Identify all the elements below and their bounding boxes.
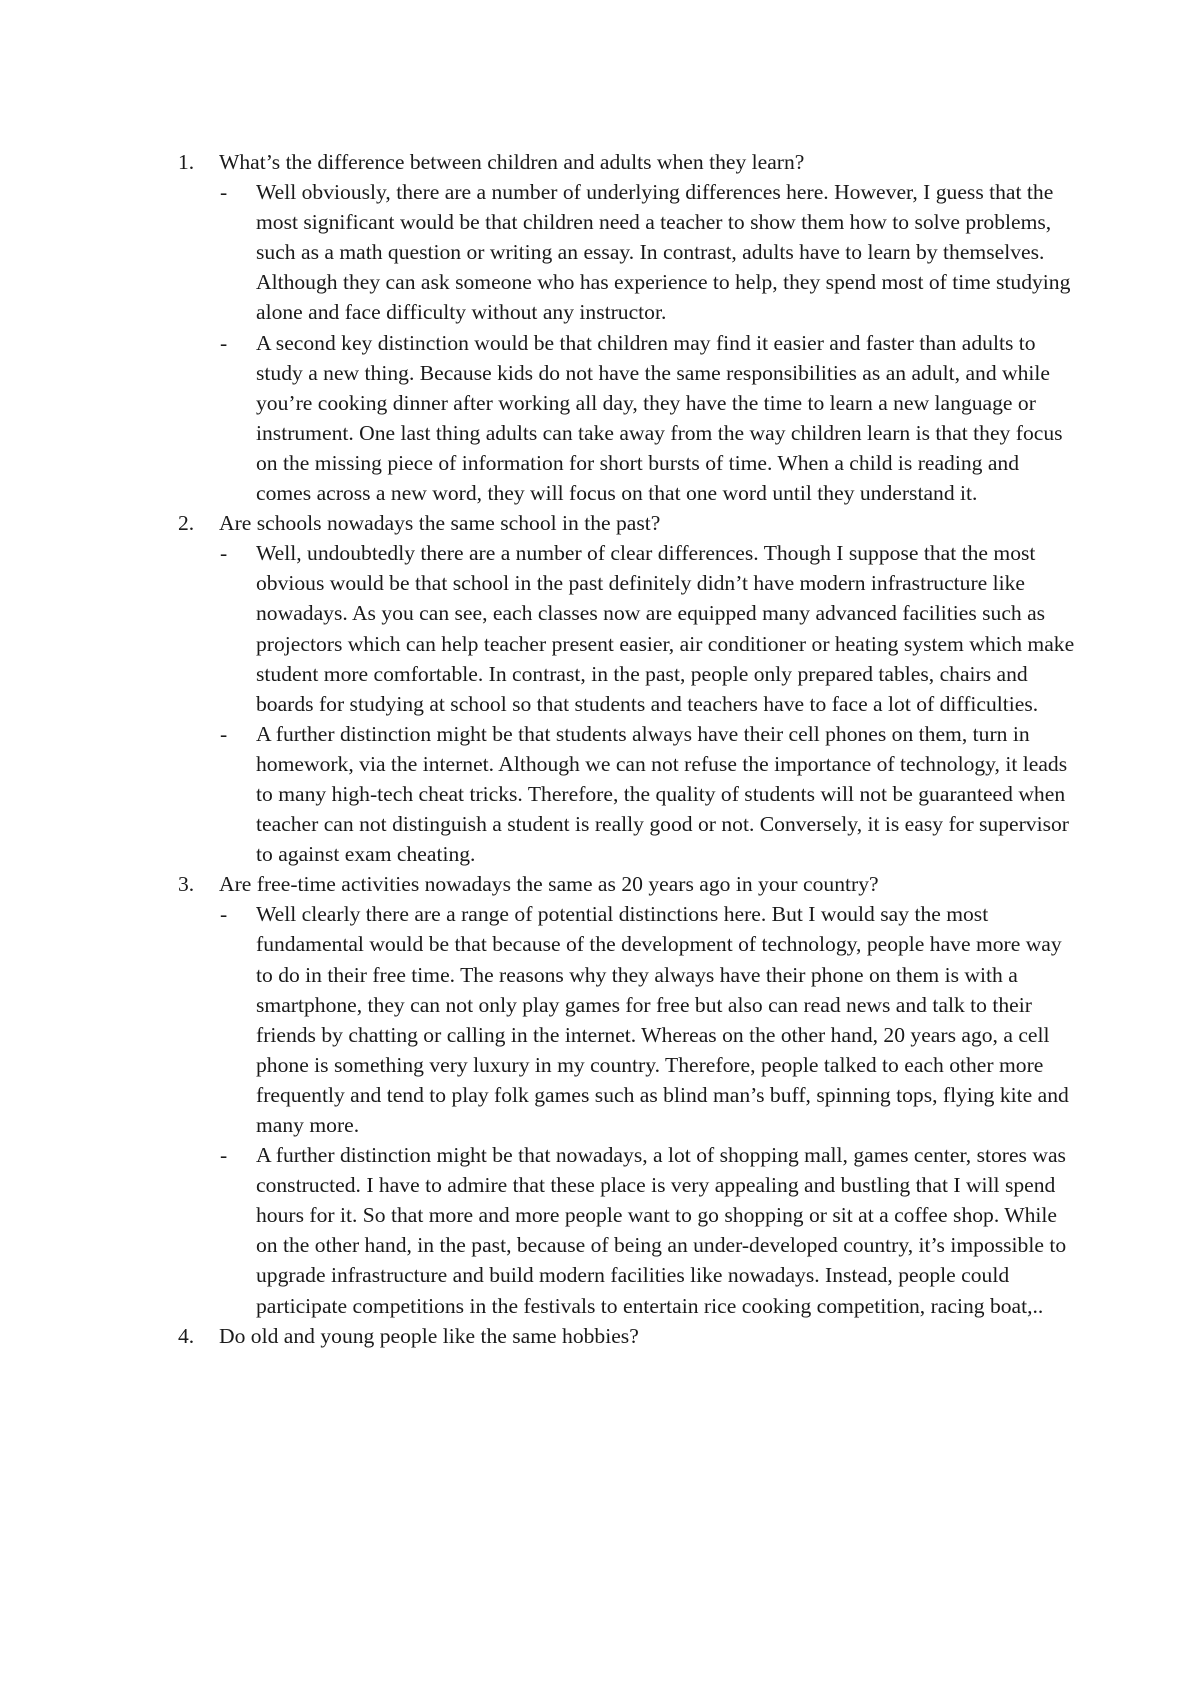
answer-item <box>220 328 1078 509</box>
answer-text: Well clearly there are a range of potential distinctions here. But I would say the most fundamental would be that because of the development of technology, people have more way to do in their free time. The reasons why they always have their phone on them is with a smartphone, they can not only play games for free but also can read news and talk to their friends by chatting or calling in the internet. Whereas on the other hand, 20 years ago, a cell phone is something very luxury in my country. Therefore, people talked to each other more frequently and tend to play folk games such as blind man’s buff, spinning tops, flying kite and many more. <box>256 902 1069 1137</box>
dash-bullet: - <box>220 330 228 355</box>
question-text: Are free-time activities nowadays the same as 20 years ago in your country? <box>219 872 879 897</box>
answer-text: Well, undoubtedly there are a number of clear differences. Though I suppose that the most obvious would be that school in the past definitely didn’t have modern infrastructure like nowadays. As you can see, each classes now are equipped many advanced facilities such as projectors which can help teacher present easier, air conditioner or heating system which make student more comfortable. In contrast, in the past, people only prepared tables, chairs and boards for studying at school so that students and teachers have to face a lot of difficulties. <box>256 541 1075 716</box>
question-text: What’s the difference between children and adults when they learn? <box>219 150 805 174</box>
answer-item <box>220 1140 1078 1321</box>
answer-list <box>178 177 1078 508</box>
dash-bullet: - <box>220 541 228 566</box>
answer-text: A further distinction might be that nowadays, a lot of shopping mall, games center, stores was constructed. I have to admire that these place is very appealing and bustling that I will spend hours for it. So that more and more people want to go shopping or sit at a coffee shop. While on the other hand, in the past, because of being an under-developed country, it’s impossible to upgrade infrastructure and build modern facilities like nowadays. Instead, people could participate competitions in the festivals to entertain rice cooking competition, racing boat,.. <box>256 1143 1067 1318</box>
question-number: 1. <box>178 150 195 174</box>
dash-bullet: - <box>220 902 228 927</box>
question-number: 2. <box>178 511 195 536</box>
answer-text: Well obviously, there are a number of underlying differences here. However, I guess that the most significant would be that children need a teacher to show them how to solve problems, such as a math question or writing an essay. In contrast, adults have to learn by themselves. Although they can ask someone who has experience to help, they spend most of time studying alone and face difficulty without any instructor. <box>256 180 1071 325</box>
answer-text: A second key distinction would be that children may find it easier and faster than adults to study a new thing. Because kids do not have the same responsibilities as an adult, and while you’re cooking dinner after working all day, they have the time to learn a new language or instrument. One last thing adults can take away from the way children learn is that they focus on the missing piece of information for short bursts of time. When a child is reading and comes across a new word, they will focus on that one word until they understand it. <box>256 330 1063 506</box>
answer-item <box>220 899 1078 1140</box>
question-list <box>178 147 1078 1351</box>
dash-bullet: - <box>220 1143 228 1168</box>
answer-item <box>220 538 1078 719</box>
question-item <box>178 508 1078 869</box>
question-text: Are schools nowadays the same school in the past? <box>219 511 661 536</box>
answer-list <box>178 899 1078 1320</box>
answer-text: A further distinction might be that students always have their cell phones on them, turn in homework, via the internet. Although we can not refuse the importance of technology, it leads to many high-tech cheat tricks. Therefore, the quality of students will not be guaranteed when teacher can not distinguish a student is really good or not. Conversely, it is easy for supervisor to against exam cheating. <box>256 721 1069 867</box>
dash-bullet: - <box>220 180 228 205</box>
question-item <box>178 1321 1078 1351</box>
answer-item <box>220 719 1078 869</box>
question-item <box>178 147 1078 508</box>
dash-bullet: - <box>220 721 228 746</box>
answer-item <box>220 177 1078 327</box>
question-number: 4. <box>178 1323 195 1348</box>
answer-list <box>178 538 1078 869</box>
question-item <box>178 869 1078 1320</box>
question-text: Do old and young people like the same hobbies? <box>219 1323 639 1348</box>
question-number: 3. <box>178 872 195 897</box>
